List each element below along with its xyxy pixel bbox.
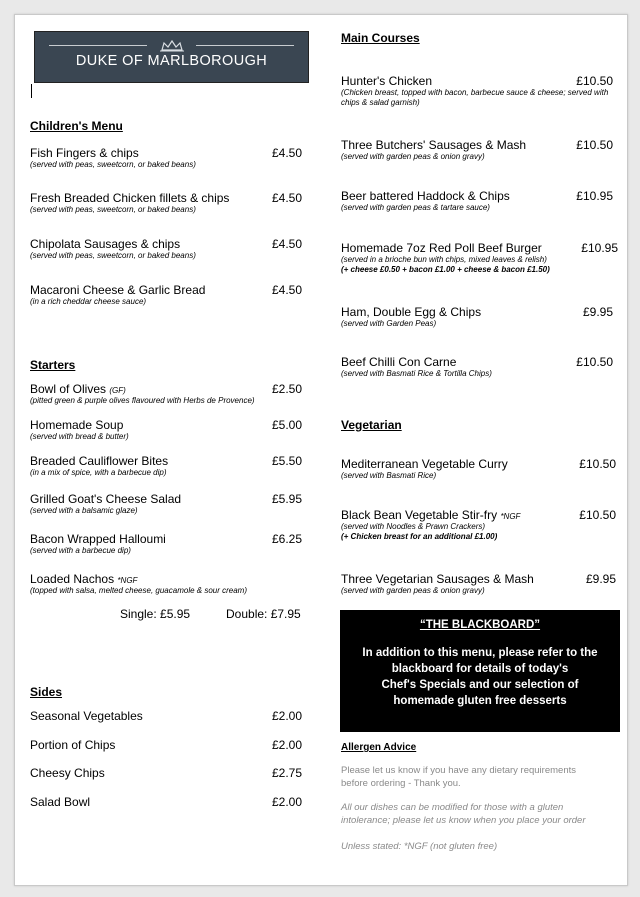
item-description: (in a mix of spice, with a barbecue dip) <box>30 468 167 477</box>
item-price: £10.50 <box>576 74 613 88</box>
main-courses-title: Main Courses <box>341 31 420 45</box>
item-name-text: Loaded Nachos <box>30 572 115 586</box>
nachos-double-price: Double: £7.95 <box>226 607 301 621</box>
item-name: Bacon Wrapped Halloumi <box>30 532 166 546</box>
menu-item <box>30 738 302 752</box>
item-description: (Chicken breast, topped with bacon, barbecue sauce & cheese; served with chips & salad garnish) <box>341 88 609 107</box>
item-name-text: Black Bean Vegetable Stir-fry <box>341 508 498 522</box>
menu-item <box>341 508 616 542</box>
item-price: £9.95 <box>582 305 613 319</box>
blackboard-title: “THE BLACKBOARD” <box>419 619 541 631</box>
item-name: Three Butchers' Sausages & Mash <box>341 138 527 152</box>
menu-item <box>30 709 302 723</box>
item-price: £5.50 <box>271 454 302 468</box>
item-price: £4.50 <box>271 283 302 297</box>
allergen-line: All our dishes can be modified for those with a gluten <box>341 802 564 813</box>
item-extras: (+ Chicken breast for an additional £1.00) <box>341 532 498 541</box>
item-name: Breaded Cauliflower Bites <box>30 454 169 468</box>
menu-item <box>341 572 616 596</box>
item-description: (served with peas, sweetcorn, or baked beans) <box>30 251 196 260</box>
item-price: £10.95 <box>576 189 613 203</box>
menu-item <box>30 795 302 809</box>
menu-item <box>341 138 613 162</box>
item-price: £4.50 <box>271 146 302 160</box>
item-name: Three Vegetarian Sausages & Mash <box>341 572 534 586</box>
item-description: (served with garden peas & onion gravy) <box>341 152 485 161</box>
item-price: £2.75 <box>271 766 302 780</box>
item-description: (in a rich cheddar cheese sauce) <box>30 297 147 306</box>
blackboard-notice <box>340 610 620 732</box>
menu-item <box>30 418 302 442</box>
crown-emblem-icon <box>158 38 186 52</box>
menu-item <box>341 457 616 481</box>
allergen-line: before ordering - Thank you. <box>341 778 461 789</box>
blackboard-line: blackboard for details of today's <box>391 663 569 675</box>
item-name: Fresh Breaded Chicken fillets & chips <box>30 191 230 205</box>
item-price: £4.50 <box>271 191 302 205</box>
item-description: (served with Noodles & Prawn Crackers) <box>341 522 486 531</box>
item-price: £5.95 <box>271 492 302 506</box>
item-description: (served with Basmati Rice) <box>341 471 437 480</box>
menu-item <box>30 283 302 307</box>
item-name <box>30 572 318 586</box>
blackboard-line: homemade gluten free desserts <box>393 695 567 707</box>
item-description: (served with Basmati Rice & Tortilla Chips) <box>341 369 492 378</box>
item-description: (served with garden peas & tartare sauce) <box>341 203 490 212</box>
allergen-note-1 <box>341 764 576 790</box>
dietary-tag: *NGF <box>117 576 138 585</box>
item-price: £10.50 <box>576 355 613 369</box>
item-name: Portion of Chips <box>30 738 116 752</box>
item-extras: (+ cheese £0.50 + bacon £1.00 + cheese & bacon £1.50) <box>341 265 550 274</box>
item-name: Beer battered Haddock & Chips <box>341 189 510 203</box>
item-name <box>30 382 302 396</box>
item-price: £4.50 <box>271 237 302 251</box>
allergen-note-2 <box>341 801 586 827</box>
menu-item <box>30 382 302 406</box>
menu-item <box>30 572 318 596</box>
nachos-single-price: Single: £5.95 <box>120 607 191 621</box>
menu-item <box>341 74 613 108</box>
menu-item <box>30 146 302 170</box>
childrens-menu-title: Children's Menu <box>30 119 123 133</box>
item-name: Beef Chilli Con Carne <box>341 355 457 369</box>
item-name: Salad Bowl <box>30 795 91 809</box>
item-name: Homemade Soup <box>30 418 124 432</box>
item-name: Ham, Double Egg & Chips <box>341 305 482 319</box>
item-description: (served with bread & butter) <box>30 432 129 441</box>
item-price: £6.25 <box>271 532 302 546</box>
menu-item <box>30 454 302 478</box>
item-price: £10.50 <box>576 138 613 152</box>
logo-banner <box>34 31 309 83</box>
item-price: £2.00 <box>271 795 302 809</box>
item-name: Cheesy Chips <box>30 766 105 780</box>
menu-item <box>341 241 618 275</box>
dietary-tag: *NGF <box>500 512 521 521</box>
item-price: £2.00 <box>271 709 302 723</box>
dietary-tag: (GF) <box>109 386 126 395</box>
item-price: £2.00 <box>271 738 302 752</box>
item-name: Homemade 7oz Red Poll Beef Burger <box>341 241 542 255</box>
item-description: (served with peas, sweetcorn, or baked beans) <box>30 205 196 214</box>
menu-item <box>30 532 302 556</box>
item-description: (served with Garden Peas) <box>341 319 437 328</box>
allergen-line: intolerance; please let us know when you place your order <box>341 815 586 826</box>
menu-item <box>341 189 613 213</box>
starters-title: Starters <box>30 358 76 372</box>
item-price: £9.95 <box>585 572 616 586</box>
blackboard-line: Chef's Specials and our selection of <box>381 679 579 691</box>
item-price: £5.00 <box>271 418 302 432</box>
item-name: Chipolata Sausages & chips <box>30 237 181 251</box>
text-cursor <box>31 84 32 98</box>
allergen-line: Please let us know if you have any dietary requirements <box>341 765 576 776</box>
item-description: (topped with salsa, melted cheese, guacamole & sour cream) <box>30 586 247 595</box>
item-description: (served with garden peas & onion gravy) <box>341 586 485 595</box>
item-description: (served with a balsamic glaze) <box>30 506 138 515</box>
item-name: Mediterranean Vegetable Curry <box>341 457 508 471</box>
item-name: Seasonal Vegetables <box>30 709 143 723</box>
item-name: Grilled Goat's Cheese Salad <box>30 492 182 506</box>
logo-rule-left <box>49 45 147 46</box>
allergen-title: Allergen Advice <box>341 742 417 753</box>
blackboard-body <box>340 645 620 709</box>
logo-name: DUKE OF MARLBOROUGH <box>75 53 268 69</box>
item-price: £10.95 <box>581 241 618 255</box>
menu-item <box>341 355 613 379</box>
item-description: (pitted green & purple olives flavoured with Herbs de Provence) <box>30 396 255 405</box>
menu-item <box>30 191 302 215</box>
menu-item <box>30 237 302 261</box>
allergen-note-3: Unless stated: *NGF (not gluten free) <box>341 841 498 852</box>
menu-item <box>30 492 302 516</box>
item-description: (served in a brioche bun with chips, mixed leaves & relish) <box>341 255 547 264</box>
item-description: (served with a barbecue dip) <box>30 546 131 555</box>
item-name: Fish Fingers & chips <box>30 146 139 160</box>
item-price: £10.50 <box>579 508 616 522</box>
vegetarian-title: Vegetarian <box>341 418 402 432</box>
item-price: £10.50 <box>579 457 616 471</box>
menu-page <box>14 14 628 886</box>
item-description: (served with peas, sweetcorn, or baked beans) <box>30 160 196 169</box>
blackboard-line: In addition to this menu, please refer to the <box>362 647 598 659</box>
menu-item <box>341 305 613 329</box>
logo-rule-right <box>196 45 294 46</box>
sides-title: Sides <box>30 685 63 699</box>
item-price: £2.50 <box>271 382 302 396</box>
item-name-text: Bowl of Olives <box>30 382 107 396</box>
item-name: Macaroni Cheese & Garlic Bread <box>30 283 206 297</box>
menu-item <box>30 766 302 780</box>
item-name: Hunter's Chicken <box>341 74 432 88</box>
item-name <box>341 508 616 522</box>
